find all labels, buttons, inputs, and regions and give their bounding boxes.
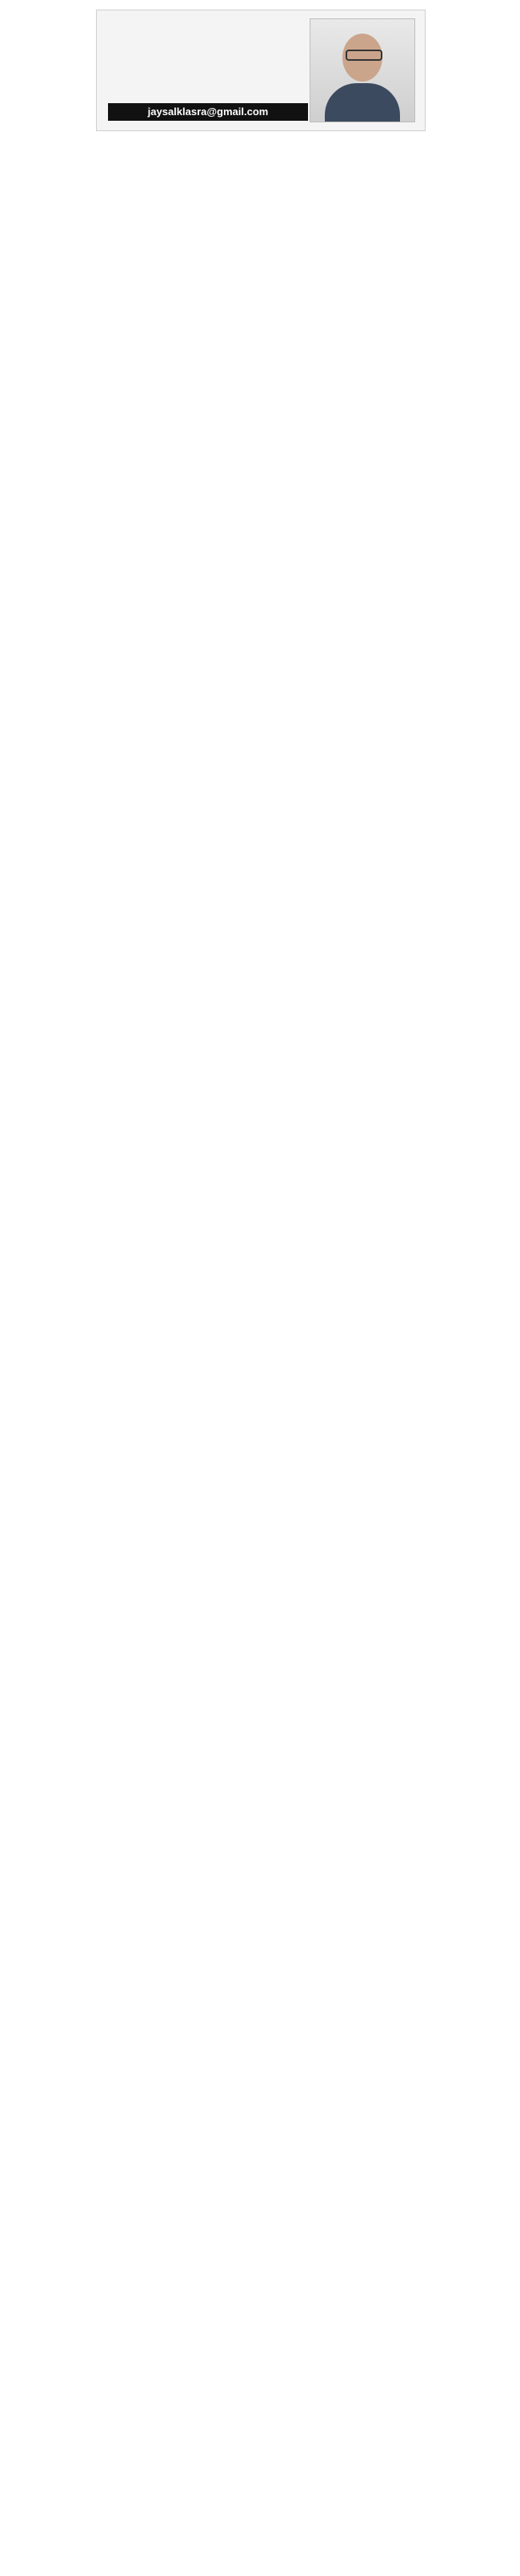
article-paragraph	[48, 528, 472, 545]
column-masthead	[108, 26, 308, 78]
article-paragraph	[48, 192, 472, 210]
article-paragraph	[48, 432, 472, 449]
photo-body-shape	[325, 83, 400, 122]
article-paragraph	[48, 408, 472, 425]
author-photo	[310, 18, 415, 122]
article-paragraph	[48, 576, 472, 593]
article-paragraph	[48, 312, 472, 329]
article-paragraph	[48, 240, 472, 258]
author-name	[108, 78, 308, 98]
article-paragraph	[48, 552, 472, 569]
column-header	[0, 0, 520, 160]
article-paragraph	[48, 504, 472, 521]
article-paragraph	[48, 336, 472, 353]
article-paragraph	[48, 168, 472, 186]
article-paragraph	[48, 216, 472, 234]
author-email: jaysalklasra@gmail.com	[108, 103, 308, 121]
article-title	[96, 136, 424, 158]
header-box	[96, 10, 426, 131]
photo-glasses-shape	[346, 50, 382, 61]
article-paragraph	[48, 288, 472, 306]
article-paragraph	[48, 360, 472, 377]
article-paragraph	[48, 264, 472, 282]
article-paragraph	[48, 480, 472, 497]
article-body	[48, 168, 472, 2559]
article-paragraph	[48, 456, 472, 473]
article-paragraph	[48, 384, 472, 401]
